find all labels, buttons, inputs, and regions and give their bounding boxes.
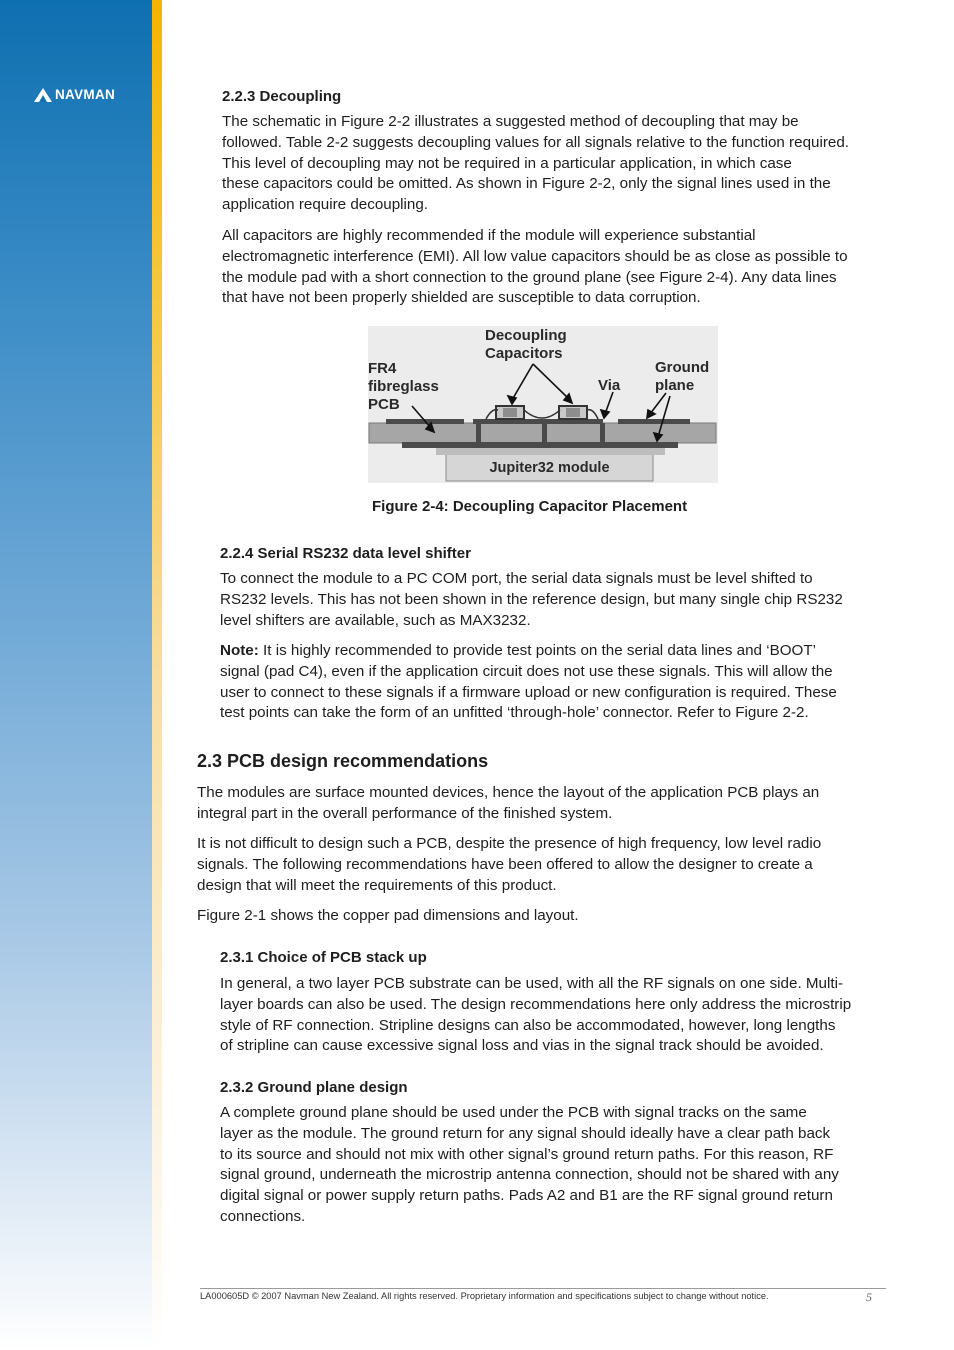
heading-stackup: 2.3.1 Choice of PCB stack up [220,949,427,966]
text-line [220,641,837,662]
text-line: The schematic in Figure 2-2 illustrates a suggested method of decoupling that may be [222,113,799,130]
capacitor-body [566,408,580,417]
text-line: plane [655,377,695,394]
text-line: signals. The following recommendations have been offered to allow the designer to create a [197,855,813,873]
text-line: FR4 [368,360,397,377]
text-line: signal (pad C4), even if the application circuit does not use these signals. This will allow the [220,662,833,680]
text-line: fibreglass [368,378,439,395]
paragraph-ground [220,1103,839,1228]
text-line: user to connect to these signals if a firmware upload or new configuration is required. These [220,683,837,701]
text-line: level shifters are available, such as MAX3232. [220,611,531,629]
paragraph-decoupling-1 [222,112,849,216]
note-text: It is highly recommended to provide test points on the serial data lines and ‘BOOT’ [258,642,816,659]
paragraph-stackup [220,974,851,1057]
heading-pcb-design: 2.3 PCB design recommendations [197,751,489,771]
text-line: In general, a two layer PCB substrate can be used, with all the RF signals on one side. Multi- [220,975,844,992]
text-line: digital signal or power supply return paths. Pads A2 and B1 are the RF signal ground return [220,1187,833,1205]
text-line: signal ground, underneath the microstrip antenna connection, should not be shared with any [220,1166,839,1184]
text-line: Decoupling [485,327,567,344]
text-line: style of RF connection. Stripline designs can also be accommodated, however, long lengths [220,1016,836,1034]
ground-plane [402,442,678,448]
text-line: layer as the module. The ground return for any signal should ideally have a clear path back [220,1124,831,1142]
heading-serial-rs232: 2.2.4 Serial RS232 data level shifter [220,545,471,562]
capacitor-body [503,408,517,417]
heading-decoupling: 2.2.3 Decoupling [222,88,342,105]
text-line: The modules are surface mounted devices, hence the layout of the application PCB plays an [197,784,820,801]
text-line: that have not been properly shielded are susceptible to data corruption. [222,289,701,307]
via [600,423,605,443]
note-label: Note: [220,642,259,659]
text-line: the module pad with a short connection to the ground plane (see Figure 2-4). Any data lines [222,268,837,286]
text-line: PCB [368,396,400,413]
navman-logo [34,87,115,102]
sidebar-gradient [0,0,152,1350]
text-line: To connect the module to a PC COM port, the serial data signals must be level shifted to [220,570,813,587]
text-line: This level of decoupling may not be required in a particular application, in which case [222,154,792,172]
paragraph-decoupling-2 [222,226,848,309]
paragraph-serial-1 [220,569,843,631]
paragraph-serial-note [220,641,837,724]
text-line: of stripline can cause excessive signal loss and vias in the signal track should be avoided. [220,1037,824,1055]
label-via: Via [598,377,621,394]
footer-divider [200,1288,886,1289]
footer-copyright: LA000605D © 2007 Navman New Zealand. All rights reserved. Proprietary information and specifications subject to change without notice. [200,1291,769,1301]
navman-logo-icon [34,88,52,102]
label-decoupling-capacitors [485,327,567,363]
text-line: connections. [220,1207,306,1225]
paragraph-pcb-2 [197,834,821,896]
text-line: Ground [655,359,710,376]
brand-name: NAVMAN [55,87,116,102]
text-line: application require decoupling. [222,196,429,214]
text-line: followed. Table 2-2 suggests decoupling values for all signals relative to the function required. [222,133,850,151]
label-fr4-pcb [368,360,439,414]
text-line: A complete ground plane should be used under the PCB with signal tracks on the same [220,1104,807,1121]
heading-ground-plane: 2.3.2 Ground plane design [220,1079,408,1096]
page-number: 5 [866,1290,872,1304]
text-line: test points can take the form of an unfitted ‘through-hole’ connector. Refer to Figure 2-2. [220,704,809,722]
text-line: All capacitors are highly recommended if the module will experience substantial [222,227,756,244]
figure-caption: Figure 2-4: Decoupling Capacitor Placement [372,498,688,515]
text-line: layer boards can also be used. The design recommendations here only address the microstrip [220,995,852,1013]
text-line: Capacitors [485,345,563,362]
text-line: It is not difficult to design such a PCB, despite the presence of high frequency, low level radio [197,835,822,852]
paragraph-pcb-3 [197,906,579,927]
text-line: Figure 2-1 shows the copper pad dimensions and layout. [197,907,579,924]
label-ground-plane [655,359,709,395]
top-copper [618,419,690,424]
via [542,423,547,443]
decoupling-figure [368,326,718,483]
text-line: to its source and should not mix with other signal’s ground return paths. For this reason, RF [220,1145,834,1163]
sidebar-accent-stripe [152,0,162,1350]
paragraph-pcb-1 [197,783,819,825]
text-line: integral part in the overall performance of the finished system. [197,804,613,822]
text-line: RS232 levels. This has not been shown in the reference design, but many single chip RS232 [220,590,843,608]
text-line: these capacitors could be omitted. As shown in Figure 2-2, only the signal lines used in the [222,175,831,193]
module-substrate [436,447,665,455]
text-line: design that will meet the requirements of this product. [197,876,557,894]
via [476,423,481,443]
label-module: Jupiter32 module [489,460,610,476]
text-line: electromagnetic interference (EMI). All low value capacitors should be as close as possible to [222,247,848,265]
